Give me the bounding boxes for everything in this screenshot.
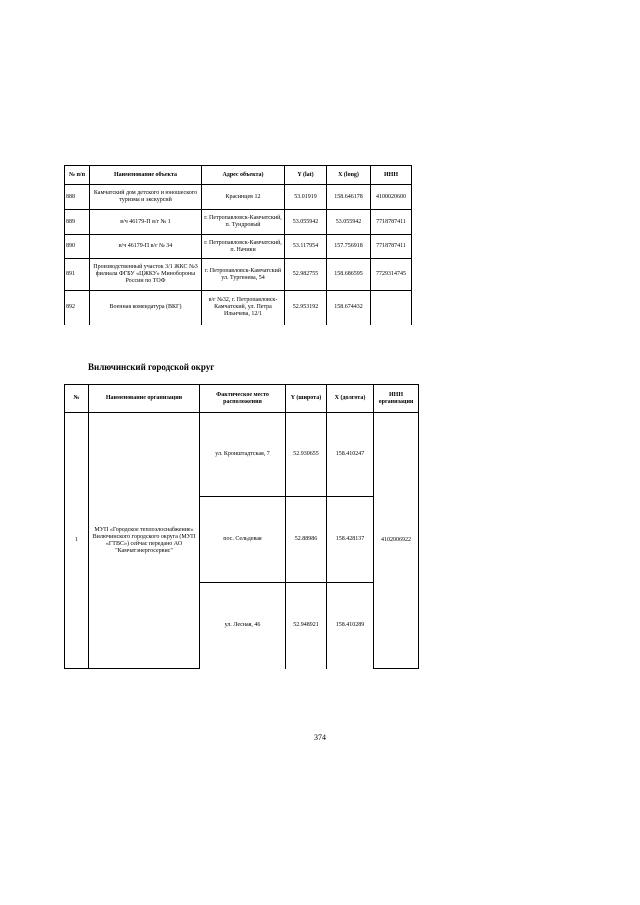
row-number: 1 [65,413,89,669]
table-header-row [65,166,412,185]
object-lat: 52.953192 [285,291,327,325]
object-address: г. Петропавловск-Камчатский, п. Тундровый [202,210,285,235]
page-number: 374 [314,733,326,742]
col-header-location: Фактическое место расположения [200,385,286,413]
object-long: 158.674432 [327,291,371,325]
object-address: в/г №32, г. Петропавловск-Камчатский, ул. Петра Ильичева, 12/1 [202,291,285,325]
objects-table [64,165,412,325]
object-address: Красинцев 12 [202,185,285,210]
col-header-lat: Y (широта) [286,385,327,413]
location-lat: 52.930655 [286,413,327,497]
object-inn: 7729314745 [371,259,412,291]
object-lat: 53.117954 [285,235,327,259]
table-header-row [65,385,419,413]
object-name: Военная комендатура (ВКГ) [90,291,202,325]
object-long: 158.686595 [327,259,371,291]
col-header-long: X (долгота) [327,385,374,413]
col-header-name: Наименование объекта [90,166,202,185]
object-name: Производственный участок 3/1 ЖКС №3 филиала ФГБУ «ЦЖКУ» Минобороны России по ТОФ [90,259,202,291]
table-row [65,235,412,259]
table-row [65,185,412,210]
location-long: 158.428137 [327,497,374,583]
location-address: ул. Лесная, 46 [200,583,286,669]
row-number: 892 [65,291,90,325]
object-lat: 53.055942 [285,210,327,235]
organization-name: МУП «Городское теплоэлоснабжение» Вилючинского городского округа (МУП «ГТВС») сейчас передано АО "Камчатэнергосервис" [89,413,200,669]
location-address: ул. Кронштадтская, 7 [200,413,286,497]
object-inn: 7718787411 [371,235,412,259]
object-long: 158.646178 [327,185,371,210]
location-address: пос. Сельдевая [200,497,286,583]
object-name: в/ч 46179-П в/г № 34 [90,235,202,259]
col-header-number: № п/п [65,166,90,185]
row-number: 891 [65,259,90,291]
location-long: 158.410289 [327,583,374,669]
col-header-inn: ИНН организации [374,385,419,413]
table-row [65,291,412,325]
organization-inn: 4102006922 [374,413,419,669]
row-number: 890 [65,235,90,259]
object-inn: 7718787411 [371,210,412,235]
location-long: 158.410247 [327,413,374,497]
col-header-long: X (long) [327,166,371,185]
table-row [65,210,412,235]
col-header-number: № [65,385,89,413]
section-title: Вилючинский городской округ [88,362,215,372]
table-row [65,259,412,291]
object-long: 53.055942 [327,210,371,235]
location-lat: 52.88986 [286,497,327,583]
object-inn: 4100020600 [371,185,412,210]
col-header-lat: Y (lat) [285,166,327,185]
object-lat: 52.982755 [285,259,327,291]
row-number: 889 [65,210,90,235]
col-header-organization: Наименование организации [89,385,200,413]
object-name: в/ч 46179-П в/г № 1 [90,210,202,235]
col-header-address: Адрес объекта) [202,166,285,185]
object-long: 157.756918 [327,235,371,259]
location-lat: 52.948921 [286,583,327,669]
object-inn [371,291,412,325]
object-address: г. Петропавловск-Камчатский, п. Начики [202,235,285,259]
object-name: Камчатский дом детского и юношеского туризма и экскурсий [90,185,202,210]
organizations-table [64,384,419,669]
object-address: г. Петропавловск-Камчатский ул. Тургенева, 54 [202,259,285,291]
table-row [65,413,419,497]
row-number: 888 [65,185,90,210]
col-header-inn: ИНН [371,166,412,185]
object-lat: 53.01919 [285,185,327,210]
